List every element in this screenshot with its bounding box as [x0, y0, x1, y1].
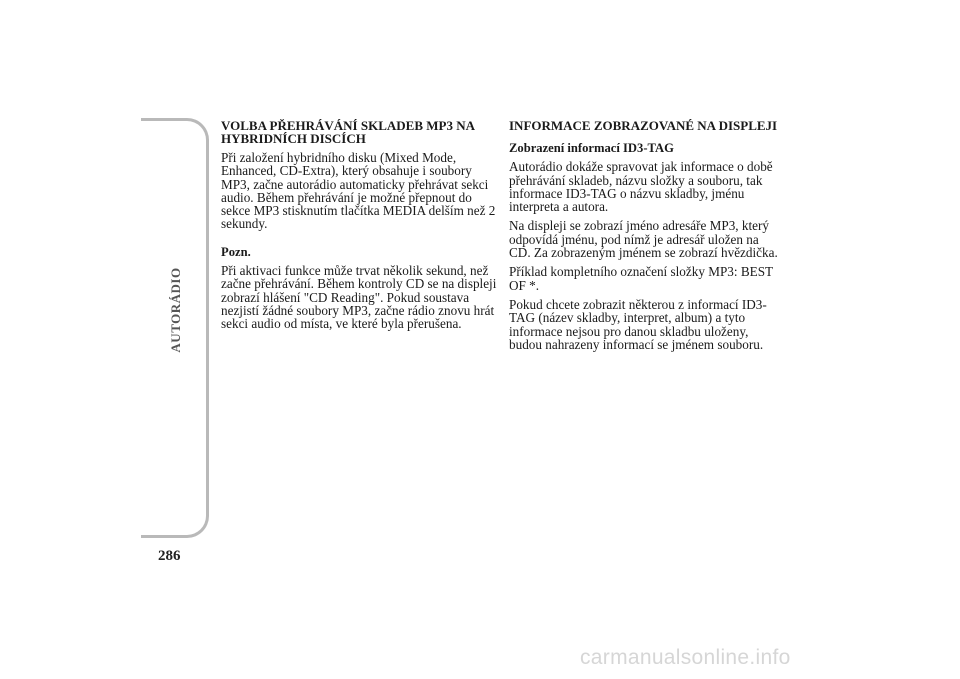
note-label: Pozn.: [221, 244, 251, 259]
left-column: [221, 119, 503, 337]
right-paragraph-4: Pokud chcete zobrazit některou z informací ID3-TAG (název skladby, interpret, album) a tyto informace nejsou pro danou skladbu uloženy, budou nahrazeny informací se jménem souboru.: [509, 296, 767, 352]
left-paragraph-1: Při založení hybridního disku (Mixed Mode, Enhanced, CD-Extra), který obsahuje i soubory MP3, začne autorádio automaticky přehrávat sekci audio. Během přehrávání je možné přepnout do sekce MP3 stisknutím tlačítka MEDIA delším než 2 sekundy.: [221, 150, 496, 232]
right-paragraph-1: Autorádio dokáže spravovat jak informace o době přehrávání skladeb, názvu složky a souboru, tak informace ID3-TAG o názvu skladby, jménu interpreta a autora.: [509, 159, 773, 215]
right-heading: INFORMACE ZOBRAZOVANÉ NA DISPLEJI: [509, 118, 778, 133]
page-number: 286: [158, 548, 181, 564]
watermark: carmanualsonline.info: [580, 646, 791, 669]
right-column: [509, 119, 779, 357]
right-subheading: Zobrazení informací ID3-TAG: [509, 141, 674, 155]
right-paragraph-3: Příklad kompletního označení složky MP3: BEST OF *.: [509, 264, 773, 293]
right-paragraph-2: Na displeji se zobrazí jméno adresáře MP3, který odpovídá jménu, pod nímž je adresář uložen na CD. Za zobrazeným jménem se zobrazí hvězdička.: [509, 218, 778, 261]
left-paragraph-2: Při aktivaci funkce může trvat několik sekund, než začne přehrávání. Během kontroly CD se na displeji zobrazí hlášení "CD Reading". Pokud soustava nezjistí žádné soubory MP3, začne rádio znovu hrát sekci audio od místa, ve které byla přerušena.: [221, 263, 497, 332]
section-label-text: AUTORÁDIO: [168, 267, 183, 353]
left-heading: VOLBA PŘEHRÁVÁNÍ SKLADEB MP3 NA HYBRIDNÍCH DISCÍCH: [221, 118, 475, 146]
